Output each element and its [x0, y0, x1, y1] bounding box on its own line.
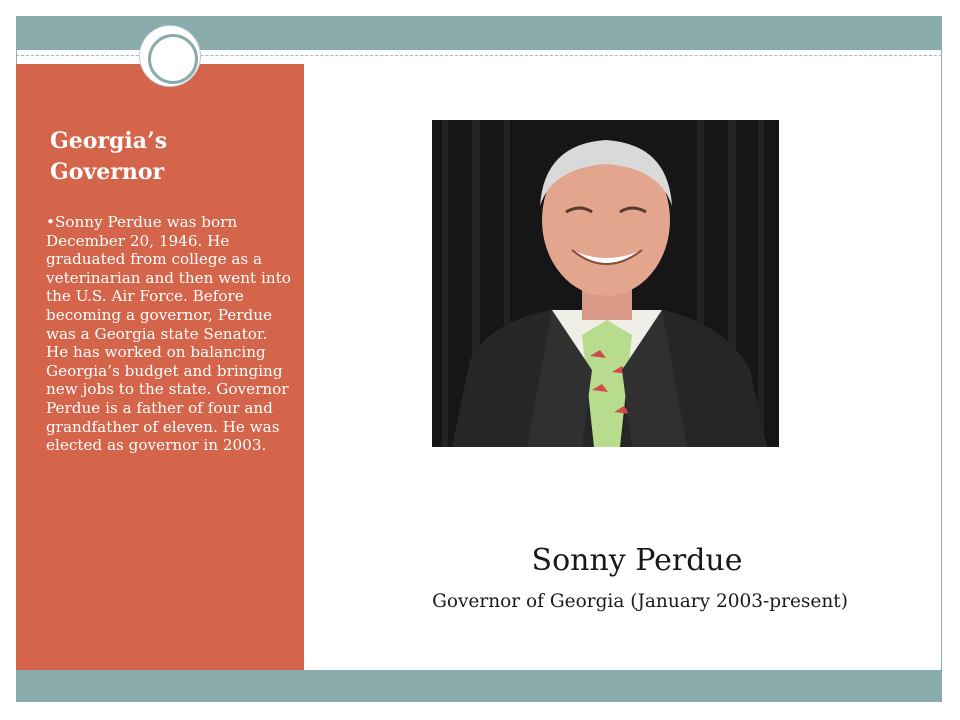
- sidebar-title-line1: Georgia’s: [50, 128, 168, 154]
- sidebar-title-line2: Governor: [50, 159, 165, 185]
- caption-subtitle: Governor of Georgia (January 2003-present): [432, 591, 848, 612]
- sidebar-title: [50, 126, 290, 188]
- portrait-illustration: [432, 120, 779, 447]
- caption-name: Sonny Perdue: [531, 543, 743, 578]
- bottom-band: [16, 670, 942, 702]
- governor-portrait: [432, 120, 779, 447]
- circle-badge-ring: [148, 34, 198, 84]
- sidebar-bio: •Sonny Perdue was born December 20, 1946. He graduated from college as a veterinarian and then went into the U.S. Air Force. Before becoming a governor, Perdue was a Georgia state Senator. He has worked on balancing Georgia’s budget and bringing new jobs to the state. Governor Perdue is a father of four and grandfather of eleven. He was elected as governor in 2003.: [46, 213, 291, 455]
- circle-badge-icon: [140, 26, 200, 86]
